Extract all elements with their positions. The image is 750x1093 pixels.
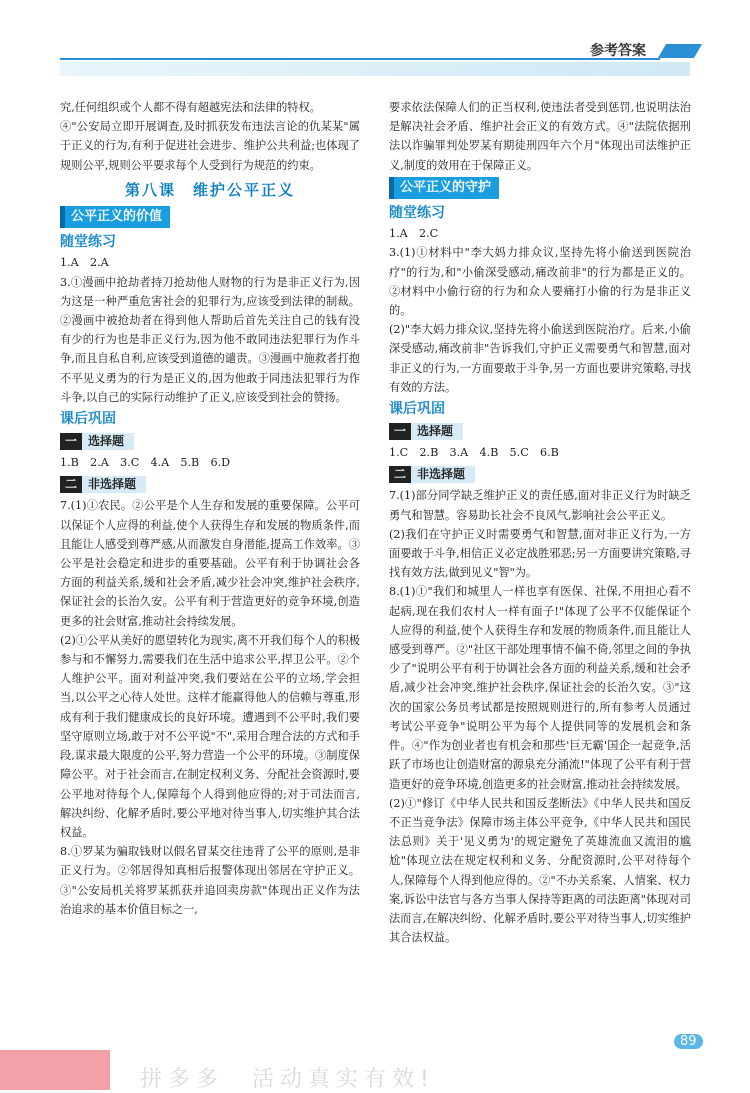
tag-number: 一: [60, 433, 82, 450]
corner-logo: [0, 1050, 110, 1090]
answer-8-1: 8.(1)①"我们和城里人一样也享有医保、社保,不用担心看不起病,现在我们农村人一样有面子!"体现了公平不仅能保证个人应得的利益,使个人获得生存和发展的物质条件,而且能让人感受到尊严。②"社区干部处理事情不偏不倚,邻里之间的争执少了"说明公平有利于协调社会各方面的利益关系,缓和社会矛盾,减少社会冲突,维护社会秩序,保证社会的长治久安。③"这次的国家公务员考试都是按照规则进行的,所有参考人员通过考试公平竞争"说明公平为每个人提供同等的发展机会和条件。④"作为创业者也有机会和那些'巨无霸'国企一起竞争,活跃了市场也让创造财富的源泉充分涌流!"体现了公平有利于营造更好的竞争环境,创造更多的社会财富,推动社会持续发展。: [389, 585, 691, 791]
tag-label: 选择题: [411, 423, 463, 440]
answers-1-2: 1.A 2.C: [389, 227, 439, 241]
page-header: [0, 38, 750, 78]
section-heading-review: 课后巩固: [389, 401, 445, 418]
tag-label: 非选择题: [82, 476, 146, 493]
answer-8-2: (2)①"修订《中华人民共和国反垄断法》《中华人民共和国反不正当竞争法》保障市场主体公平竞争,《中华人民共和国民法总则》关于'见义勇为'的规定避免了英雄流血又流泪的尴尬"体现立法在规定权利和义务、分配资源时,公平对待每个人,保障每个人得到他应得的。②"不办关系案、人情案、权力案,诉讼中法官与各方当事人保持等距离的司法距离"体现对司法而言,在解决纠纷、化解矛盾时,要公平对待当事人,切实维护其合法权益。: [389, 796, 691, 945]
footer-banner: 拼多多 活动真实有效!: [140, 1067, 435, 1092]
answer-8: 8.①罗某为骗取钱财以假名冒某交往违背了公平的原则,是非正义行为。②邻居得知真相后报警体现出邻居在守护正义。③"公安局机关将罗某抓获并追回卖房款"体现出正义作为法治追求的基本价值目标之一,: [60, 845, 360, 916]
header-title: 参考答案: [590, 43, 646, 59]
tag-label: 非选择题: [411, 466, 475, 483]
answers-1-2: 1.A 2.A: [60, 256, 109, 270]
choice-tag: [389, 423, 691, 440]
header-arrow-icon: [658, 44, 702, 58]
tag-number: 二: [389, 466, 411, 483]
answer-7-1: 7.(1)部分同学缺乏维护正义的责任感,面对非正义行为时缺乏勇气和智慧。容易助长社会不良风气,影响社会公平正义。: [389, 489, 691, 522]
right-para-1: 要求依法保障人们的正当权利,使违法者受到惩罚,也说明法治是解决社会矛盾、维护社会正义的有效方式。④"法院依据刑法以诈骗罪判处罗某有期徒刑四年六个月"体现出司法维护正义,制度的效用在于保障正义。: [389, 101, 691, 172]
answer-3: 3.①漫画中抢劫者持刀抢劫他人财物的行为是非正义行为,因为这是一种严重危害社会的犯罪行为,应该受到法律的制裁。②漫画中被抢劫者在得到他人帮助后首先关注自己的钱有没有少的行为也是非正义行为,因为他不敢同违法犯罪行为作斗争,而且自私自利,应该受到道德的谴责。③漫画中施救者打抱不平见义勇为的行为是正义的,因为他敢于同违法犯罪行为作斗争,以自己的实际行动维护了正义,应该受到社会的赞扬。: [60, 275, 360, 404]
header-rule: [60, 58, 660, 60]
answer-3-2: (2)"李大妈力排众议,坚持先将小偷送到医院治疗。后来,小偷深受感动,痛改前非"告诉我们,守护正义需要勇气和智慧,面对非正义的行为,一方面要敢于斗争,另一方面也要讲究策略,寻找有效的方法。: [389, 323, 691, 394]
topic-heading-value: 公平正义的价值: [60, 206, 170, 228]
answer-7-1: 7.(1)①农民。②公平是个人生存和发展的重要保障。公平可以保证个人应得的利益,使个人获得生存和发展的物质条件,而且能让人感受到尊严感,从而激发自身潜能,提高工作效率。③公平是社会稳定和进步的重要基础。公平有利于协调社会各方面的利益关系,缓和社会矛盾,减少社会冲突,维护社会秩序,保证社会的长治久安。公平有利于营造更好的竞争环境,创造更多的社会财富,推动社会持续发展。: [60, 499, 360, 628]
section-heading-practice: 随堂练习: [389, 205, 445, 222]
section-heading-review: 课后巩固: [60, 411, 116, 428]
header-band: [60, 62, 690, 76]
choice-tag: [60, 433, 360, 450]
left-para-1: 究,任何组织或个人都不得有超越宪法和法律的特权。: [60, 101, 321, 114]
left-column: [60, 98, 360, 919]
choice-answers: 1.C 2.B 3.A 4.B 5.C 6.B: [389, 446, 559, 460]
section-heading-practice: 随堂练习: [60, 234, 116, 251]
tag-number: 二: [60, 476, 82, 493]
nonchoice-tag: [389, 466, 691, 483]
tag-label: 选择题: [82, 433, 134, 450]
left-para-2: ④"公安局立即开展调查,及时抓获发布违法言论的仇某某"属于正义的行为,有利于促进社会进步、维护公共利益;也体现了规则公平,规则公平要求每个人受到行为规范的约束。: [60, 120, 360, 172]
tag-number: 一: [389, 423, 411, 440]
topic-heading-guard: 公平正义的守护: [389, 177, 499, 199]
answer-7-2: (2)我们在守护正义时需要勇气和智慧,面对非正义行为,一方面要敢于斗争,相信正义必定战胜邪恶;另一方面要讲究策略,寻找有效方法,做到见义"智"为。: [389, 527, 691, 580]
answer-3-1: 3.(1)①材料中"李大妈力排众议,坚持先将小偷送到医院治疗"的行为,和"小偷深受感动,痛改前非"的行为都是正义的。②材料中小偷行窃的行为和众人要痛打小偷的行为是非正义的。: [389, 246, 691, 318]
lesson-title: 第八课 维护公平正义: [124, 180, 295, 199]
right-column: [389, 98, 691, 947]
answer-7-2: (2)①公平从美好的愿望转化为现实,离不开我们每个人的积极参与和不懈努力,需要我们在生活中追求公平,捍卫公平。②个人维护公平。面对利益冲突,我们要站在公平的立场,学会担当,以公平之心待人处世。这样才能赢得他人的信赖与尊重,形成有利于我们健康成长的良好环境。遭遇到不公平时,我们要坚守原则立场,敢于对不公平说"不",采用合理合法的方式和手段,谋求最大限度的公平,努力营造一个公平的环境。③制度保障公平。对于社会而言,在制定权利义务、分配社会资源时,要公平地对待每个人,保障每个人得到他应得的;对于司法而言,解决纠纷、化解矛盾时,要公平地对待当事人,切实维护其合法权益。: [60, 633, 360, 839]
nonchoice-tag: [60, 476, 360, 493]
choice-answers: 1.B 2.A 3.C 4.A 5.B 6.D: [60, 456, 231, 470]
page-number: 89: [674, 1034, 703, 1049]
